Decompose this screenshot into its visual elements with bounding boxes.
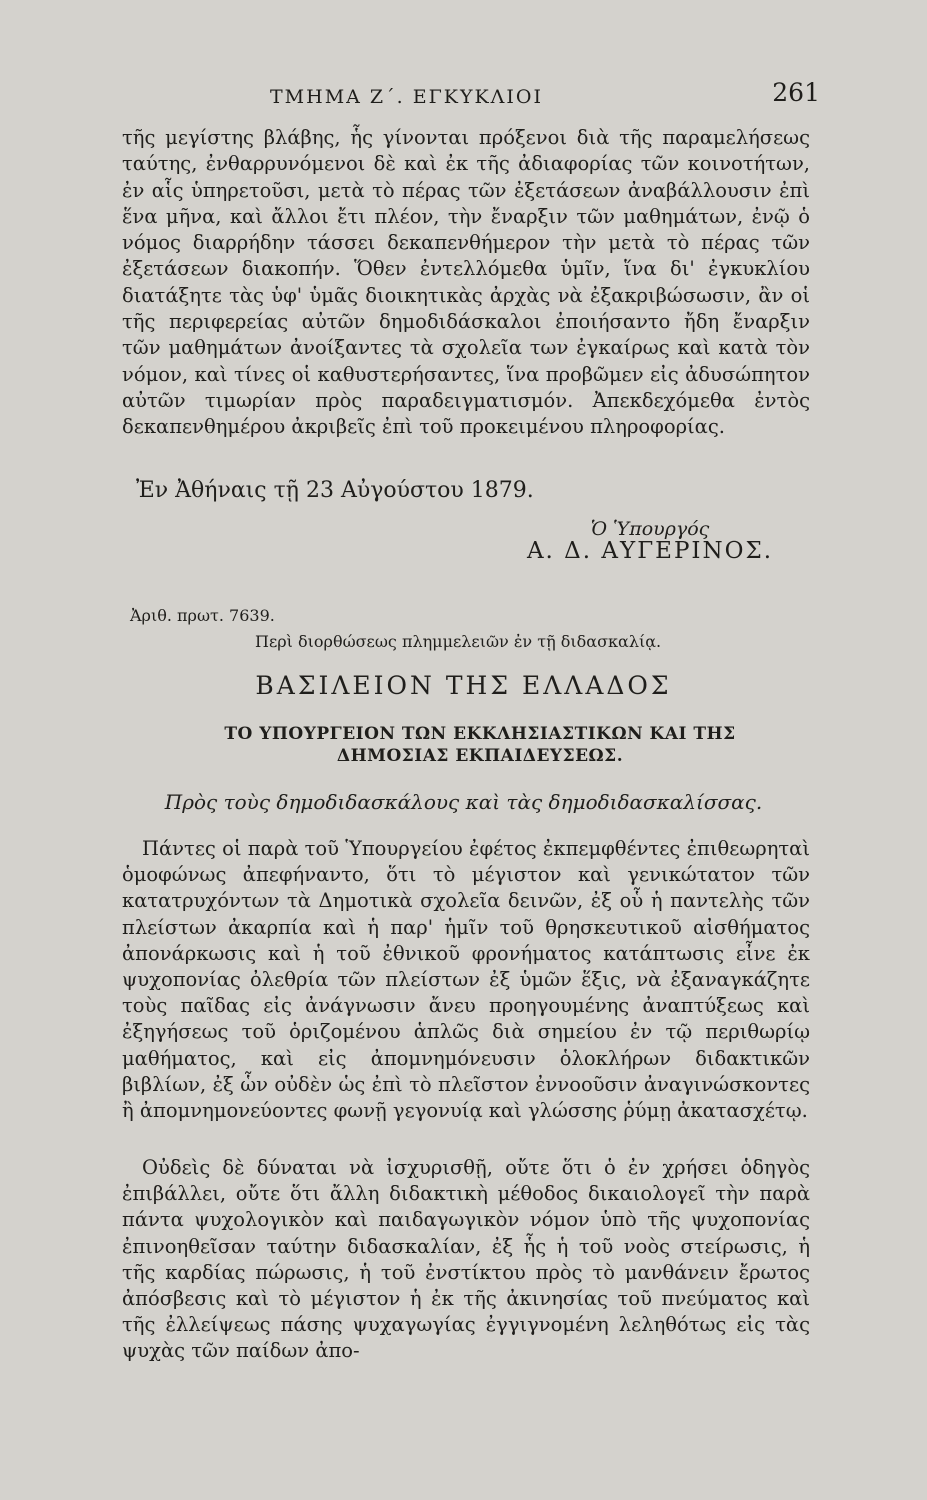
page-number: 261: [772, 78, 820, 107]
circular-subject: Περὶ διορθώσεως πλημμελειῶν ἐν τῇ διδασκαλίᾳ.: [255, 632, 662, 651]
signature-title: Ὁ Ὑπουργός: [590, 518, 710, 540]
kingdom-heading: ΒΑΣΙΛΕΙΟΝ ΤΗΣ ΕΛΛΑΔΟΣ: [255, 671, 672, 700]
protocol-number: Ἀριθ. πρωτ. 7639.: [130, 606, 275, 625]
page-header: [130, 78, 820, 116]
ministry-heading: [180, 723, 780, 767]
addressees-line: Πρὸς τοὺς δημοδιδασκάλους καὶ τὰς δημοδιδασκαλίσσας.: [164, 790, 763, 814]
ministry-line-1: ΤΟ ΥΠΟΥΡΓΕΙΟΝ ΤΩΝ ΕΚΚΛΗΣΙΑΣΤΙΚΩΝ ΚΑΙ ΤΗΣ: [224, 724, 736, 744]
body-paragraph-2: Οὐδεὶς δὲ δύναται νὰ ἰσχυρισθῇ, οὔτε ὅτι ὁ ἐν χρήσει ὁδηγὸς ἐπιβάλλει, οὔτε ὅτι ἄλλη διδακτικὴ μέθοδος δικαιολογεῖ τὴν παρὰ πάντα ψυχολογικὸν καὶ παιδαγωγικὸν νόμον ὑπὸ τῆς ψυχοπονίας ἐπινοηθεῖσαν ταύτην διδασκαλίαν, ἐξ ἧς ἡ τοῦ νοὸς στείρωσις, ἡ τῆς καρδίας πώρωσις, ἡ τοῦ ἐνστίκτου πρὸς τὸ μανθάνειν ἔρωτος ἀπόσβεσις καὶ τὸ μέγιστον ἡ ἐκ τῆς ἀκινησίας τοῦ πνεύματος καὶ τῆς ἐλλείψεως πάσης ψυχαγωγίας ἐγγιγνομένη λεληθότως εἰς τὰς ψυχὰς τῶν παίδων ἀπο-: [122, 1156, 810, 1363]
ministry-line-2: ΔΗΜΟΣΙΑΣ ΕΚΠΑΙΔΕΥΣΕΩΣ.: [336, 746, 624, 766]
paragraph-continuation: τῆς μεγίστης βλάβης, ἧς γίνονται πρόξενοι διὰ τῆς παραμελήσεως ταύτης, ἐνθαρρυνόμενοι δὲ καὶ ἐκ τῆς ἀδιαφορίας τῶν κοινοτήτων, ἐν αἷς ὑπηρετοῦσι, μετὰ τὸ πέρας τῶν ἐξετάσεων ἀναβάλλουσιν ἐπὶ ἕνα μῆνα, καὶ ἄλλοι ἔτι πλέον, τὴν ἔναρξιν τῶν μαθημάτων, ἐνῷ ὁ νόμος διαρρήδην τάσσει δεκαπενθήμερον τὴν μετὰ τὸ πέρας τῶν ἐξετάσεων διακοπήν. Ὅθεν ἐντελλόμεθα ὑμῖν, ἵνα δι' ἐγκυκλίου διατάξητε τὰς ὑφ' ὑμᾶς διοικητικὰς ἀρχὰς νὰ ἐξακριβώσωσιν, ἂν οἱ τῆς περιφερείας αὐτῶν δημοδιδάσκαλοι ἐποιήσαντο ἤδη ἔναρξιν τῶν μαθημάτων ἀνοίξαντες τὰ σχολεῖα των ἐγκαίρως καὶ κατὰ τὸν νόμον, καὶ τίνες οἱ καθυστερήσαντες, ἵνα προβῶμεν εἰς ἀδυσώπητον αὐτῶν τιμωρίαν πρὸς παραδειγματισμόν. Ἀπεκδεχόμεθα ἐντὸς δεκαπενθημέρου ἀκριβεῖς ἐπὶ τοῦ προκειμένου πληροφορίας.: [122, 126, 810, 439]
running-head: ΤΜΗΜΑ Ζ΄. ΕΓΚΥΚΛΙΟΙ: [270, 86, 543, 108]
body-paragraph-1: Πάντες οἱ παρὰ τοῦ Ὑπουργείου ἐφέτος ἐκπεμφθέντες ἐπιθεωρηταὶ ὁμοφώνως ἀπεφήναντο, ὅτι τὸ μέγιστον καὶ γενικώτατον τῶν κατατρυχόντων τὰ Δημοτικὰ σχολεῖα δεινῶν, ἐξ οὗ ἡ παντελὴς τῶν πλείστων ἀκαρπία καὶ ἡ παρ' ἡμῖν τοῦ θρησκευτικοῦ αἰσθήματος ἀπονάρκωσις καὶ ἡ τοῦ ἐθνικοῦ φρονήματος κατάπτωσις εἶνε ἐκ ψυχοπονίας ὀλεθρία τῶν πλείστων ἐξ ὑμῶν ἕξις, νὰ ἐξαναγκάζητε τοὺς παῖδας εἰς ἀνάγνωσιν ἄνευ προηγουμένης ἀναπτύξεως καὶ ἐξηγήσεως τοῦ ὁριζομένου ἁπλῶς διὰ σημείου ἐν τῷ περιθωρίῳ μαθήματος, καὶ εἰς ἀπομνημόνευσιν ὁλοκλήρων διδακτικῶν βιβλίων, ἐξ ὧν οὐδὲν ὡς ἐπὶ τὸ πλεῖστον ἐννοοῦσιν ἀναγινώσκοντες ἢ ἀπομνημονεύοντες φωνῇ γεγονυίᾳ καὶ γλώσσης ῥύμῃ ἀκατασχέτῳ.: [122, 837, 810, 1123]
date-line: Ἐν Ἀθήναις τῇ 23 Αὐγούστου 1879.: [136, 478, 534, 503]
signature-name: Α. Δ. ΑΥΓΕΡΙΝΟΣ.: [526, 538, 774, 564]
